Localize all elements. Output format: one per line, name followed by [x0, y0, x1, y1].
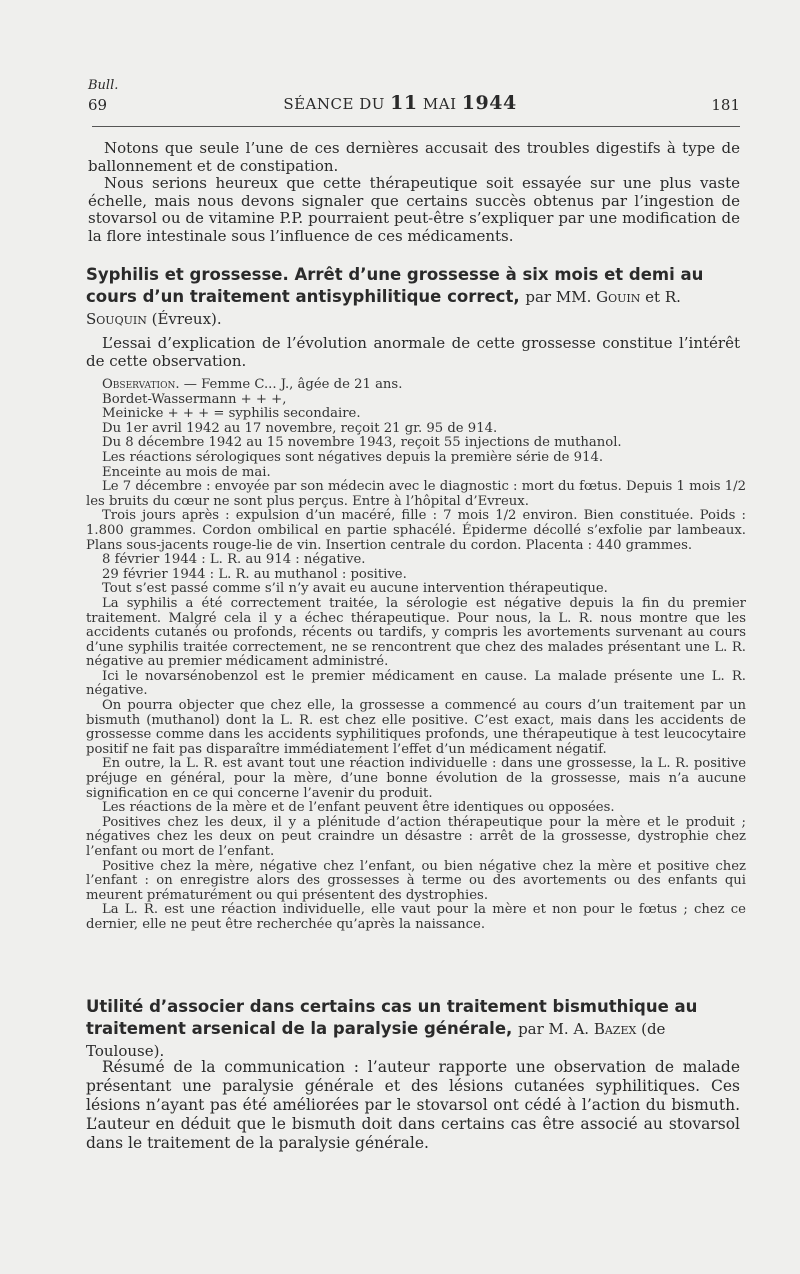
- observation-text: [86, 378, 746, 933]
- observation-paragraph: Positive chez la mère, négative chez l’enfant, ou bien négative chez la mère et positive chez l’enfant : on enregistre alors des grossesses à terme ou des avortements ou des enfants qui meurent prématurément ou qui présentent des dystrophies.: [86, 858, 746, 903]
- article-intro: L’essai d’explication de l’évolution anormale de cette grossesse constitue l’intérêt de cette observation.: [86, 334, 740, 370]
- observation-paragraph: Le 7 décembre : envoyée par son médecin avec le diagnostic : mort du fœtus. Depuis 1 mois 1/2 les bruits du cœur ne sont plus perçus. Entre à l’hôpital d’Evreux.: [86, 479, 746, 509]
- observation-paragraph: Du 8 décembre 1942 au 15 novembre 1943, reçoit 55 injections de muthanol.: [102, 435, 622, 451]
- observation-paragraph: Meinicke + + + = syphilis secondaire.: [102, 406, 361, 422]
- paragraph: Notons que seule l’une de ces dernières accusait des troubles digestifs à type de ballonnement et de constipation.: [88, 139, 740, 175]
- header-rule: [92, 126, 740, 127]
- header-title: [0, 92, 800, 114]
- author-name: Souquin: [86, 310, 147, 328]
- observation-paragraph: Trois jours après : expulsion d’un macéré, fille : 7 mois 1/2 environ. Bien constituée. Poids : 1.800 grammes. Cordon ombilical en partie sphacélé. Épiderme décollé s’exfolie par lambeaux. Plans sous-jacents rouge-lie de vin. Insertion centrale du cordon. Placenta : 440 grammes.: [86, 508, 746, 553]
- header-volume: 69: [88, 96, 108, 114]
- article-resume: Résumé de la communication : l’auteur rapporte une observation de malade présentant une paralysie générale et des lésions cutanées syphilitiques. Ces lésions n’ayant pas été améliorées par le stovarsol ont cédé à l’action du bismuth. L’auteur en déduit que le bismuth doit dans certains cas être associé au stovarsol dans le traitement de la paralysie générale.: [86, 1058, 740, 1152]
- observation-paragraph: Les réactions de la mère et de l’enfant peuvent être identiques ou opposées.: [102, 800, 615, 816]
- article-byline: par MM. Gouin et R. Souquin (Évreux).: [86, 288, 681, 328]
- header-page-number: 181: [711, 96, 740, 114]
- observation-paragraph: On pourra objecter que chez elle, la grossesse a commencé au cours d’un traitement par un bismuth (muthanol) dont la L. R. est chez elle positive. C’est exact, mais dans les accidents de grossesse comme dans les accidents syphilitiques profonds, une thérapeutique à test leucocytaire positif ne fait pas disparaître immédiatement l’effet d’un médicament négatif.: [86, 698, 746, 757]
- observation-paragraph: Du 1er avril 1942 au 17 novembre, reçoit 21 gr. 95 de 914.: [102, 420, 498, 436]
- observation-first-line: Observation. — Femme C... J., âgée de 21 ans.: [102, 377, 403, 392]
- header-title-month: MAI: [422, 95, 457, 113]
- observation-paragraph: Ici le novarsénobenzol est le premier médicament en cause. La malade présente une L. R. négative.: [86, 668, 746, 699]
- observation-paragraph: Bordet-Wassermann + + +,: [102, 391, 287, 407]
- paragraph: Nous serions heureux que cette thérapeutique soit essayée sur une plus vaste échelle, mais nous devons signaler que certains succès obtenus par l’ingestion de stovarsol ou de vitamine P.P. pourraient peut-être s’expliquer par une modification de la flore intestinale sous l’influence de ces médicaments.: [88, 174, 740, 245]
- author-name: Gouin: [596, 288, 641, 306]
- article-heading-syphilis: [86, 264, 746, 330]
- observation-paragraph: 8 février 1944 : L. R. au 914 : négative.: [102, 552, 366, 568]
- header-title-day: 11: [390, 92, 418, 114]
- observation-paragraph: 29 février 1944 : L. R. au muthanol : positive.: [102, 566, 407, 582]
- continuation-text: [88, 140, 740, 246]
- author-name: Bazex: [593, 1020, 637, 1038]
- article-byline: par M. A. Bazex (de Toulouse).: [86, 1020, 666, 1060]
- article-title: Utilité d’associer dans certains cas un traitement bismuthique au traitement arsenical de la paralysie générale,: [86, 997, 698, 1038]
- observation-paragraph: Les réactions sérologiques sont négatives depuis la première série de 914.: [102, 449, 604, 465]
- header-title-prefix: SÉANCE DU: [283, 95, 385, 113]
- observation-label: Observation.: [102, 377, 180, 392]
- observation-paragraph: La syphilis a été correctement traitée, la sérologie est négative depuis la fin du premier traitement. Malgré cela il y a échec thérapeutique. Pour nous, la L. R. nous montre que les accidents cutanés ou profonds, récents ou tardifs, y compris les avortements survenant au cours d’une syphilis traitée correctement, ne se rencontrent que chez des malades présentant une L. R. négative au premier médicament administré.: [86, 595, 746, 670]
- observation-paragraph: La L. R. est une réaction individuelle, elle vaut pour la mère et non pour le fœtus ; chez ce dernier, elle ne peut être recherchée qu’après la naissance.: [86, 902, 746, 932]
- article-title: Syphilis et grossesse. Arrêt d’une grossesse à six mois et demi au cours d’un traitement antisyphilitique correct,: [86, 265, 704, 306]
- observation-lines: [86, 393, 746, 933]
- header-title-year: 1944: [461, 92, 517, 114]
- observation-paragraph: En outre, la L. R. est avant tout une réaction individuelle : dans une grossesse, la L. R. positive préjuge en général, pour la mère, d’une bonne évolution de la grossesse, mais n’a aucune signification en ce qui concerne l’avenir du produit.: [86, 756, 746, 801]
- article-heading-bismuth: [86, 996, 746, 1062]
- observation-paragraph: Positives chez les deux, il y a plénitude d’action thérapeutique pour la mère et le produit ; négatives chez les deux on peut craindre un désastre : arrêt de la grossesse, dystrophie chez l’enfant ou mort de l’enfant.: [86, 814, 746, 859]
- observation-paragraph: Enceinte au mois de mai.: [102, 464, 271, 480]
- header-bull: Bull.: [88, 78, 119, 93]
- observation-paragraph: Tout s’est passé comme s’il n’y avait eu aucune intervention thérapeutique.: [102, 581, 608, 597]
